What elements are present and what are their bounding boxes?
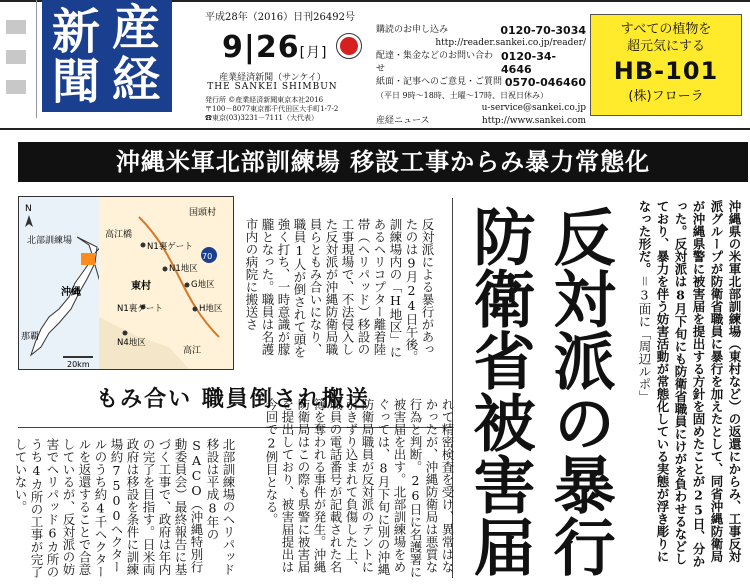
strip-mark — [6, 20, 26, 34]
map-label: 高江 — [183, 346, 202, 356]
publisher-english: THE SANKEI SHIMBUN — [207, 82, 338, 92]
map-label: 沖縄 — [61, 287, 81, 298]
map-point — [193, 307, 198, 312]
contact-value: 0120-70-3034 — [500, 24, 586, 37]
lead-text: 沖縄県の米軍北部訓練場（東村など）の返還にからみ、工事反対派グループが防衛省職員に暴行を加えたとして、同省沖縄防衛局が沖縄県警に被害届を提出する方針を固めたことが25日、分かった。反対派は8月下旬にも防衛省職員にけがを負わせるなどしており、暴力を伴う妨害活動が常態化している実態が浮き彫りになった形だ。 — [637, 200, 742, 568]
map-svg — [19, 197, 233, 369]
map-label: 国頭村 — [189, 208, 217, 218]
contact-value: 0570-046460 — [504, 76, 586, 89]
map-label: 高江橋 — [105, 230, 133, 240]
left-edge-strip — [0, 0, 37, 118]
contact-url[interactable]: http://www.sankei.com — [481, 116, 586, 126]
map-point — [141, 243, 146, 248]
map-point — [123, 331, 128, 336]
publisher-address — [205, 96, 375, 123]
training-area-marker — [81, 253, 95, 265]
area-map — [18, 196, 234, 370]
newspaper-logo — [42, 0, 172, 112]
weekday: [月] — [299, 45, 328, 61]
route-number: 70 — [202, 252, 213, 261]
map-label: N1裏ゲート — [147, 242, 193, 252]
contact-hours: （平日 9時～18時、土曜～17時、日祝日休み） — [376, 91, 548, 100]
reference-note: ＝3面に「周辺ルポ」 — [637, 275, 652, 403]
logo-char: 産 — [112, 0, 161, 56]
lead-paragraph — [618, 200, 743, 570]
contact-row — [376, 76, 586, 89]
contact-row — [376, 102, 586, 115]
map-label: G地区 — [191, 280, 215, 290]
main-headline-1: 反対派の暴行 — [543, 205, 616, 577]
map-point — [163, 267, 168, 272]
logo-char: 聞 — [52, 54, 101, 110]
contact-email[interactable]: u-service@sankei.co.jp — [481, 103, 586, 113]
map-label: 東村 — [131, 281, 151, 292]
ad-product: HB-101 — [613, 57, 719, 85]
strip-mark — [6, 50, 26, 64]
strip-mark — [6, 80, 26, 94]
publisher-name: 産業経済新聞（サンケイ） — [219, 73, 326, 83]
contact-label: 配達・集金などのお問い合わせ — [376, 51, 494, 74]
ad-line: 超元気にする — [626, 39, 705, 54]
main-headline-2: 防衛省被害届 — [463, 205, 536, 577]
ad-company: (株)フローラ — [628, 89, 704, 104]
contact-label: 産経ニュース — [376, 116, 430, 126]
map-label: N4地区 — [117, 338, 146, 348]
contact-row — [376, 115, 586, 128]
contact-info — [376, 24, 586, 128]
address-line: ☎東京(03)3231－7111（大代表） — [205, 114, 318, 122]
article-body-2: れて精密検査を受け、異常はなかったが、沖縄防衛局は悪質な行為と判断。26日に名護署に被害届を出す。北部訓練場をめぐっては、8月下旬に別の沖縄防衛局職員が反対派のテントに引きずり込まれて負傷した上、職員の電話番号が記載された名簿を奪われる事件が発生。沖縄防衛局はこの際も県警に被害届を提出しており、被害届提出は今回で2例目となる。 — [264, 398, 455, 578]
subheadline: もみ合い 職員倒され搬送 — [96, 387, 370, 412]
map-label: N1地区 — [169, 264, 198, 274]
article-body-3: 北部訓練場のヘリパッド移設は平成8年のSACO（沖縄特別行動委員会）最終報告に基づく工事で、政府は年内の完了を目指す。日米両政府は移設を条件に訓練場約7500ヘクタールのうち約4千ヘクタールを返還することで合意しているが、反対派の妨害でヘリパッド6カ所のうち4カ所の工事が完了していない。 — [13, 438, 236, 578]
advertisement[interactable] — [590, 14, 742, 116]
map-label: H地区 — [199, 304, 223, 314]
contact-row — [376, 89, 586, 102]
contact-row — [376, 24, 586, 37]
contact-url[interactable]: http://reader.sankei.co.jp/reader/ — [435, 38, 586, 48]
article-body-1: 反対派による暴行があったのは9月24日午後。訓練場内の「H地区」にあるヘリコプター離着陸帯（ヘリパッド）移設の工事現場で、不法侵入した反対派が沖縄防衛局職員らともみ合いになり、職員1人が倒されて頭を強く打ち、一時意識が朦朧となった。職員は名護市内の病院に搬送さ — [244, 218, 435, 363]
map-label: N1裏ゲート — [117, 304, 163, 314]
north-label: N — [25, 204, 32, 214]
national-flag-icon — [340, 37, 358, 55]
map-point — [185, 283, 190, 288]
date-number: 9|26 — [222, 30, 300, 65]
address-line: 発行所 ©産業経済新聞東京本社2016 — [205, 96, 324, 104]
contact-label: 紙面・記事へのご意見・ご質問 — [376, 77, 503, 87]
contact-value: 0120-34-4646 — [501, 50, 557, 76]
issue-line: 平成28年（2016）日刊26492号 — [205, 12, 355, 23]
logo-char: 新 — [52, 4, 101, 60]
issue-date — [222, 30, 328, 65]
masthead-rule — [0, 128, 750, 130]
map-label: 那覇 — [21, 332, 40, 342]
contact-label: 購読のお申し込み — [376, 25, 449, 35]
scale-label: 20km — [67, 360, 90, 369]
address-line: 〒100－8077東京都千代田区大手町1-7-2 — [205, 105, 339, 113]
contact-row — [376, 50, 586, 76]
map-label: 北部訓練場 — [27, 236, 73, 246]
contact-row — [376, 37, 586, 50]
banner-headline: 沖縄米軍北部訓練場 移設工事からみ暴力常態化 — [18, 142, 748, 182]
ad-line: すべての植物を — [620, 22, 712, 37]
logo-char: 経 — [112, 52, 161, 108]
